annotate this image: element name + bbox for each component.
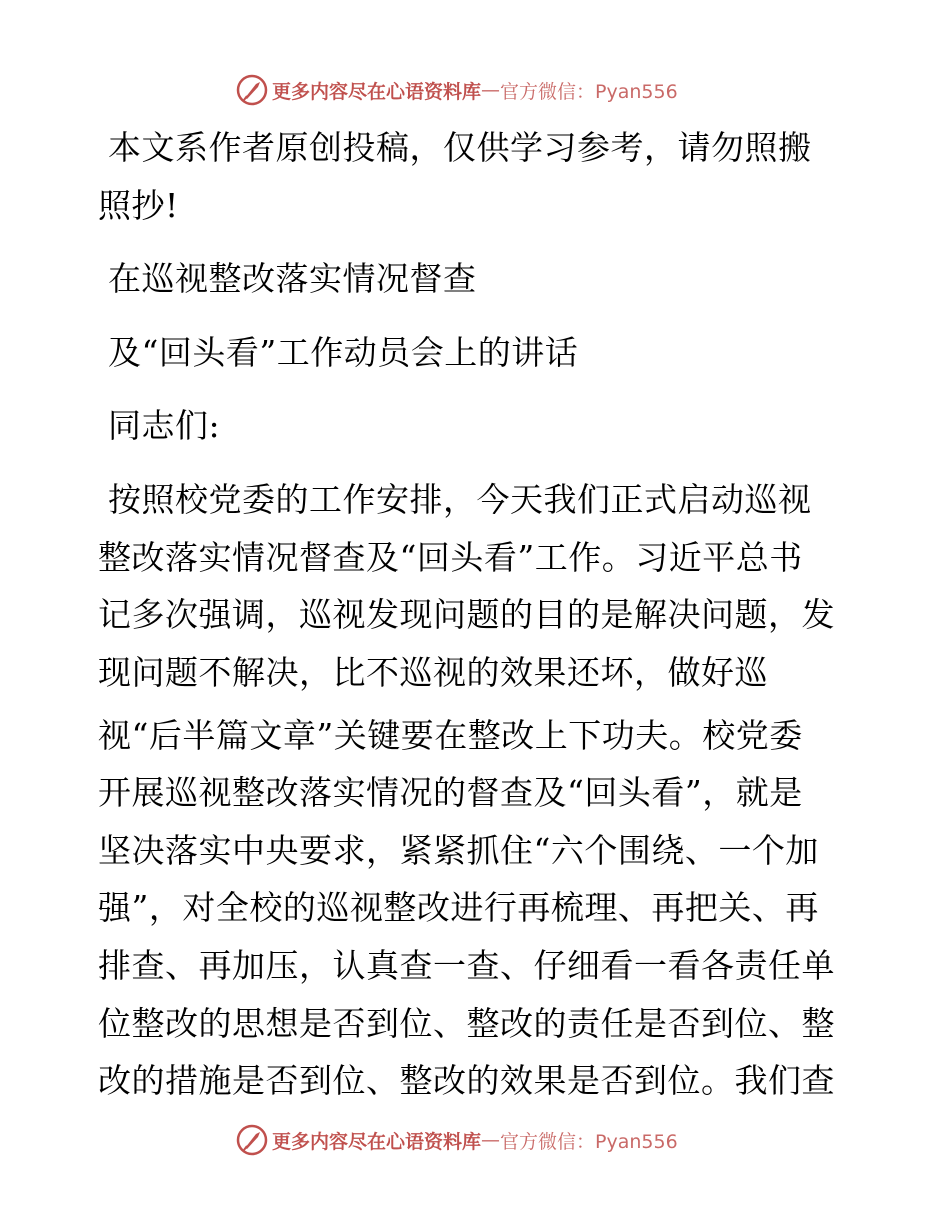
body-line: 整改落实情况督查及“回头看”工作。习近平总书 [98, 538, 803, 577]
body-line: 视“后半篇文章”关键要在整改上下功夫。校党委 [98, 716, 803, 755]
watermark-contact: 官方微信：Pyan556 [500, 80, 678, 103]
footer-watermark [236, 1122, 678, 1158]
watermark-dash: — [481, 79, 501, 101]
watermark-dash: — [481, 1129, 501, 1151]
quill-pen-logo-icon [236, 1124, 268, 1156]
body-line: 坚决落实中央要求，紧紧抓住“六个围绕、一个加 [98, 831, 819, 870]
title-line-1: 在巡视整改落实情况督查 [108, 259, 477, 298]
body-line: 记多次强调，巡视发现问题的目的是解决问题，发 [98, 595, 835, 634]
header-watermark [236, 72, 678, 108]
body-line: 开展巡视整改落实情况的督查及“回头看”，就是 [98, 773, 803, 812]
watermark-text: 更多内容尽在心语资料库 [272, 80, 482, 103]
body-line: 按照校党委的工作安排，今天我们正式启动巡视 [108, 480, 812, 519]
notice-line-2: 照抄! [98, 186, 179, 225]
body-line: 强”，对全校的巡视整改进行再梳理、再把关、再 [98, 888, 819, 927]
watermark-text: 更多内容尽在心语资料库 [272, 1130, 482, 1153]
body-line: 位整改的思想是否到位、整改的责任是否到位、整 [98, 1004, 835, 1043]
title-line-2: 及“回头看”工作动员会上的讲话 [108, 333, 579, 372]
body-line: 改的措施是否到位、整改的效果是否到位。我们查 [98, 1061, 835, 1100]
notice-line-1: 本文系作者原创投稿，仅供学习参考，请勿照搬 [108, 128, 812, 167]
salutation: 同志们: [108, 406, 221, 445]
body-line: 排查、再加压，认真查一查、仔细看一看各责任单 [98, 946, 835, 985]
watermark-contact: 官方微信：Pyan556 [500, 1130, 678, 1153]
body-line: 现问题不解决，比不巡视的效果还坏，做好巡 [98, 653, 768, 692]
quill-pen-logo-icon [236, 74, 268, 106]
